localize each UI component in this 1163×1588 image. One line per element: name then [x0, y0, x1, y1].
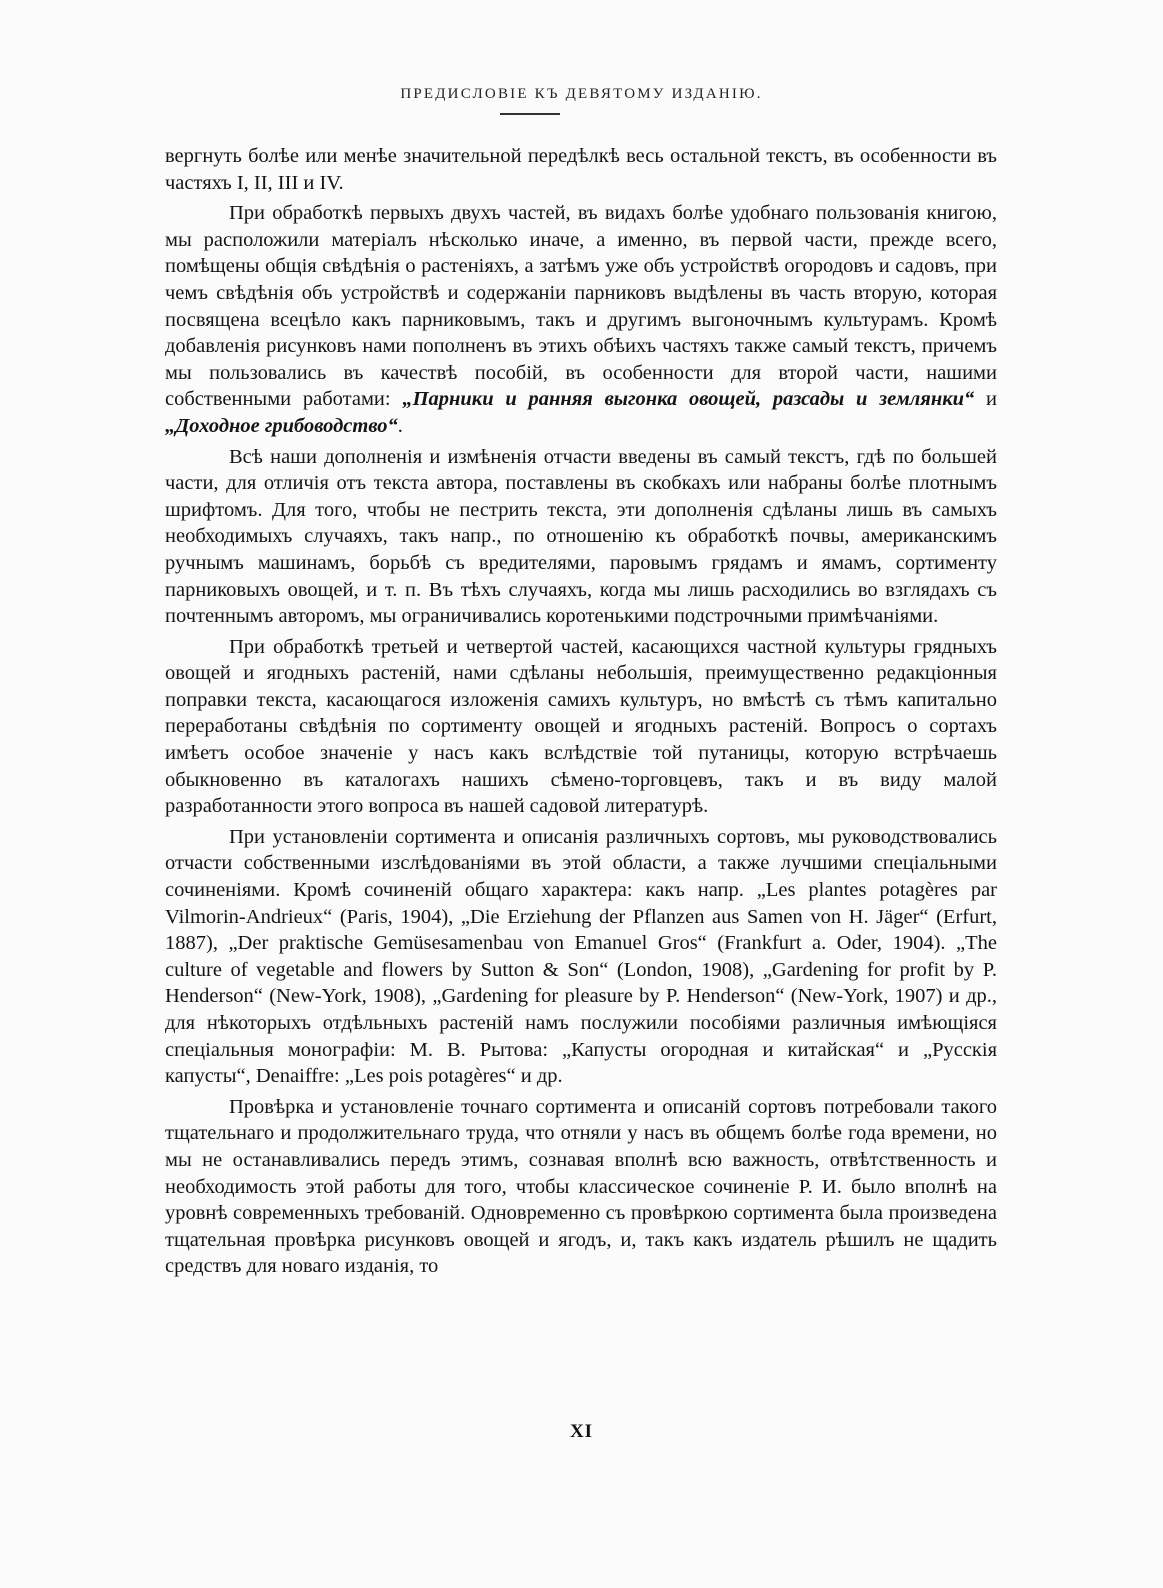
italic-book-title-gribovodstvo: „Доходное грибоводство“ — [165, 414, 398, 437]
paragraph-parts-three-four: При обработкѣ третьей и четвертой частей, касающихся частной культуры грядныхъ овощей и ягодныхъ растеній, нами сдѣланы небольшія, преимущественно редакціонныя поправки текста, касающагося изложенія самихъ культуръ, но вмѣстѣ съ тѣмъ капитально переработаны свѣдѣнія по сортименту овощей и ягодныхъ растеній. Вопросъ о сортахъ имѣетъ особое значеніе у насъ какъ вслѣдствіе той путаницы, которую встрѣчаешь обыкновенно въ каталогахъ нашихъ сѣмено-торговцевъ, такъ и въ виду малой разработанности этого вопроса въ нашей садовой литературѣ. — [165, 635, 997, 818]
running-title: ПРЕДИСЛОВІЕ КЪ ДЕВЯТОМУ ИЗДАНІЮ. — [400, 86, 763, 102]
paragraph-text-end: . — [397, 414, 403, 437]
page-body-text — [165, 143, 997, 1284]
paragraph-sources: При установленіи сортимента и описанія различныхъ сортовъ, мы руководствовались отчасти собственными изслѣдованіями въ этой области, а также лучшими спеціальными сочиненіями. Кромѣ сочиненій общаго характера: какъ напр. „Les plantes potagères par Vilmorin-Andrieux“ (Paris, 1904), „Die Erziehung der Pflanzen aus Samen von H. Jäger“ (Erfurt, 1887), „Der praktische Gemüsesamenbau von Emanuel Gros“ (Frankfurt a. Oder, 1904). „The culture of vegetable and flowers by Sutton & Son“ (London, 1908), „Gardening for profit by P. Henderson“ (New-York, 1908), „Gardening for pleasure by P. Henderson“ (New-York, 1907) и др., для нѣкоторыхъ отдѣльныхъ растеній намъ послужили пособіями различныя имѣющіяся спеціальныя монографіи: М. В. Рытова: „Капусты огородная и китайская“ и „Русскія капусты“, Denaiffre: „Les pois potagères“ и др. — [165, 825, 997, 1088]
paragraph-parts-one-two — [165, 200, 997, 439]
paragraph-text: При обработкѣ первыхъ двухъ частей, въ видахъ болѣе удобнаго пользованія книгою, мы расположили матеріалъ нѣсколько иначе, а именно, въ первой части, прежде всего, помѣщены общія свѣдѣнія о растеніяхъ, а затѣмъ уже объ устройствѣ огородовъ и садовъ, при чемъ свѣдѣнія объ устройствѣ и содержаніи парниковъ выдѣлены въ часть вторую, которая посвящена всецѣло какъ парниковымъ, такъ и другимъ выгоночнымъ культурамъ. Кромѣ добавленія рисунковъ нами пополненъ въ этихъ обѣихъ частяхъ также самый текстъ, причемъ мы пользовались въ качествѣ пособій, въ особенности для второй части, нашими собственными работами: — [165, 202, 997, 411]
paragraph-additions: Всѣ наши дополненія и измѣненія отчасти введены въ самый текстъ, гдѣ по большей части, для отличія отъ текста автора, поставлены въ скобкахъ или набраны болѣе плотнымъ шрифтомъ. Для того, чтобы не пестрить текста, эти дополненія сдѣланы лишь въ самыхъ необходимыхъ случаяхъ, такъ напр., по отношенію къ обработкѣ почвы, американскимъ ручнымъ машинамъ, борьбѣ съ вредителями, паровымъ грядамъ и ямамъ, сортименту парниковыхъ овощей, и т. п. Въ тѣхъ случаяхъ, когда мы лишь расходились во взглядахъ съ почтеннымъ авторомъ, мы ограничивались коротенькими подстрочными примѣчаніями. — [165, 445, 997, 628]
paragraph-verification: Провѣрка и установленіе точнаго сортимента и описаній сортовъ потребовали такого тщательнаго и продолжительнаго труда, что отняли у насъ въ общемъ болѣе года времени, но мы не останавливались передъ этимъ, сознавая вполнѣ всю важность, отвѣтственность и необходимость этой работы для того, чтобы классическое сочиненіе Р. И. было вполнѣ на уровнѣ современныхъ требованій. Одновременно съ провѣркою сортимента была произведена тщательная провѣрка рисунковъ овощей и ягодъ, и, такъ какъ издатель рѣшилъ не щадить средствъ для новаго изданія, то — [165, 1095, 997, 1278]
header-rule — [500, 113, 560, 115]
page-number: XI — [569, 1421, 594, 1442]
paragraph-text-conjunction: и — [974, 388, 998, 411]
paragraph-continued: вергнуть болѣе или менѣе значительной передѣлкѣ весь остальной текстъ, въ особенности въ частяхъ I, II, III и IV. — [165, 145, 997, 194]
italic-book-title-parniki: „Парники и ранняя выгонка овощей, разсады и землянки“ — [402, 388, 975, 411]
